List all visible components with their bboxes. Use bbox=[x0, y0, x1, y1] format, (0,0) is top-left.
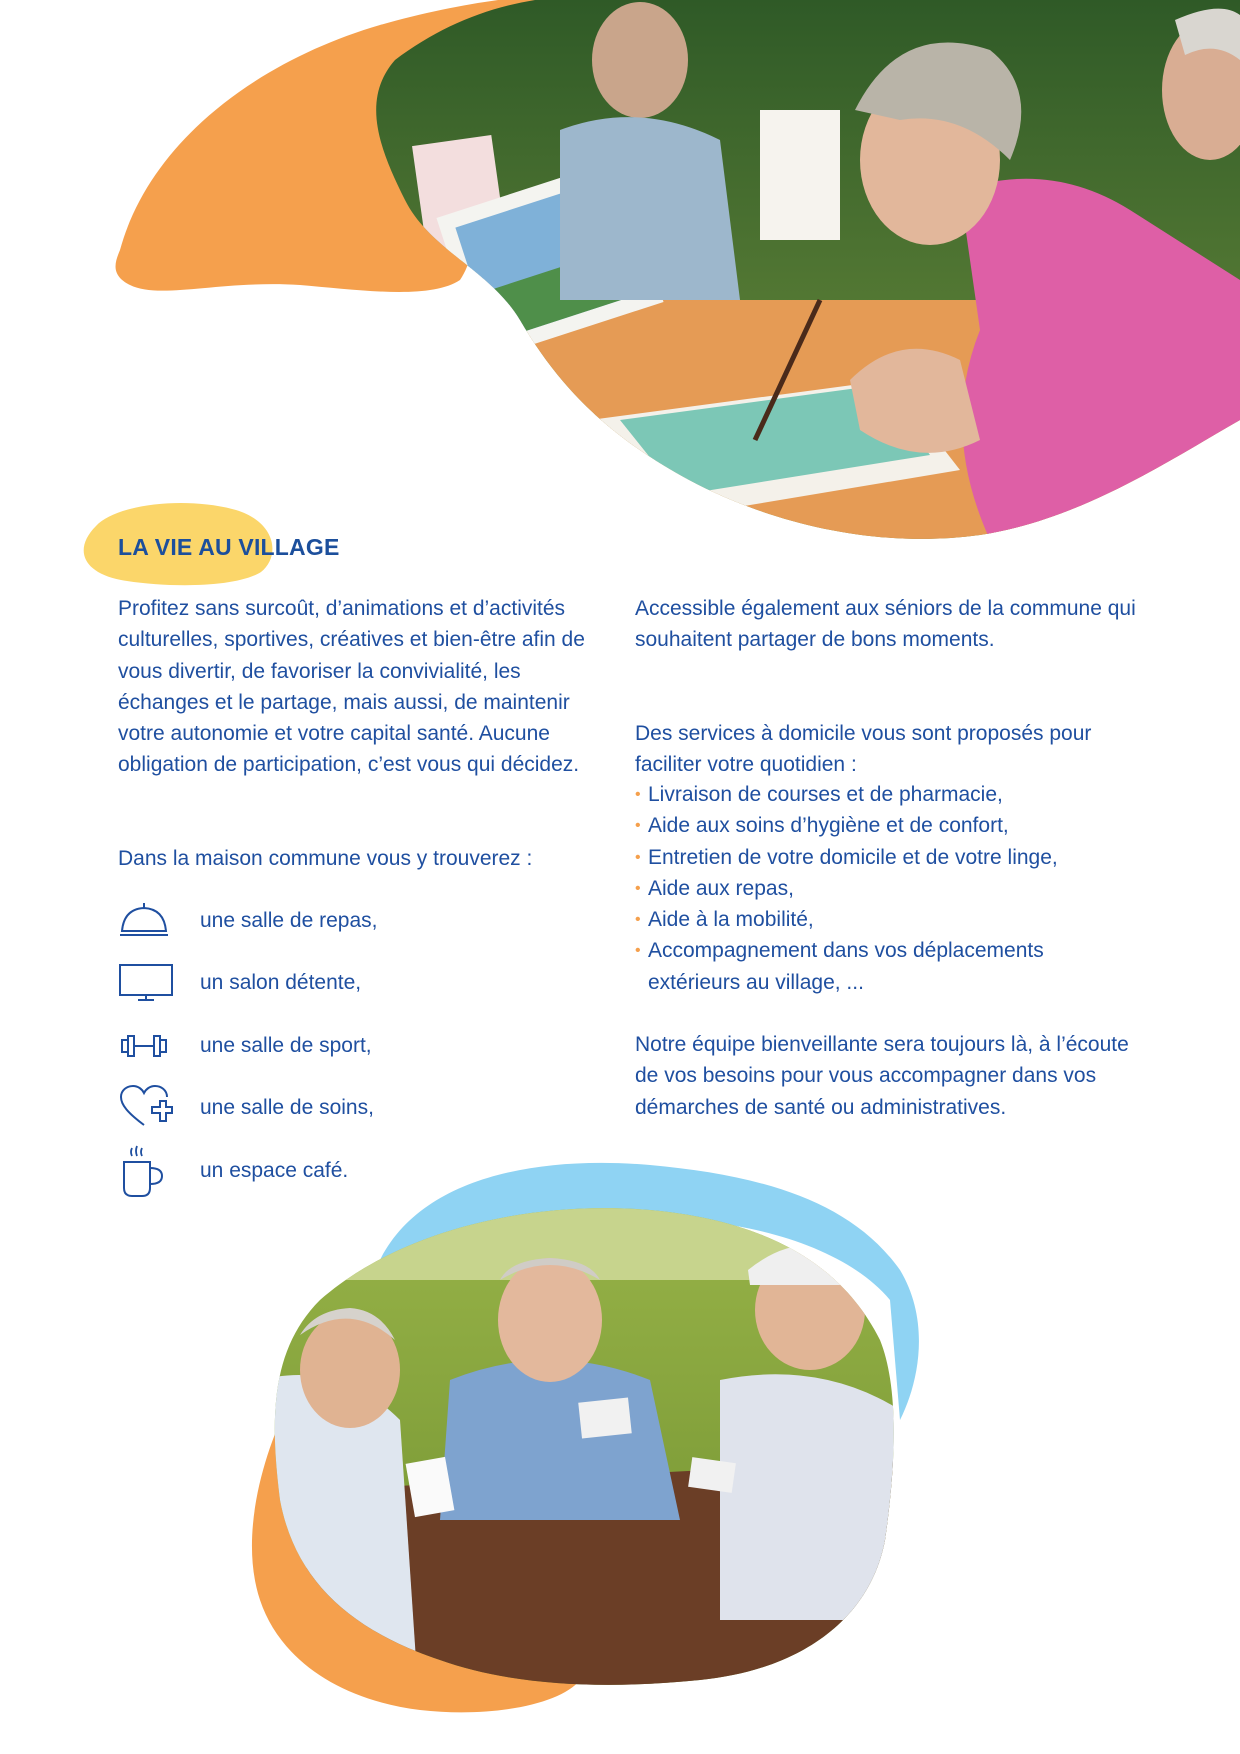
service-item: • Accompagnement dans vos déplacements extérieurs au village, ... bbox=[635, 935, 1118, 998]
amenity-lounge bbox=[118, 959, 538, 1007]
amenity-label: une salle de repas, bbox=[200, 909, 378, 932]
amenity-label: un espace café. bbox=[200, 1159, 349, 1182]
amenity-gym bbox=[118, 1022, 538, 1070]
services-intro: Des services à domicile vous sont proposés pour faciliter votre quotidien : bbox=[635, 722, 1092, 777]
heart-plus-icon bbox=[118, 1085, 176, 1131]
accessible-paragraph: Accessible également aux séniors de la commune qui souhaitent partager de bons moments. bbox=[635, 597, 1136, 652]
team-paragraph: Notre équipe bienveillante sera toujours là, à l’écoute de vos besoins pour vous accompagner dans vos démarches de santé ou administratives. bbox=[635, 1033, 1129, 1119]
amenity-label: une salle de sport, bbox=[200, 1034, 372, 1057]
service-item: • Livraison de courses et de pharmacie, bbox=[635, 779, 1175, 810]
coffee-cup-icon bbox=[118, 1148, 176, 1194]
bottom-photo-composition bbox=[200, 1160, 960, 1720]
amenities-intro: Dans la maison commune vous y trouverez : bbox=[118, 847, 533, 870]
tv-screen-icon bbox=[118, 960, 176, 1006]
services-list bbox=[635, 779, 1175, 998]
amenity-label: un salon détente, bbox=[200, 971, 362, 994]
service-item: • Aide aux soins d’hygiène et de confort, bbox=[635, 810, 1175, 841]
cloche-dish-icon bbox=[118, 898, 176, 944]
service-item: • Aide à la mobilité, bbox=[635, 904, 1175, 935]
dumbbell-icon bbox=[118, 1023, 176, 1069]
service-item: • Aide aux repas, bbox=[635, 873, 1175, 904]
amenity-label: une salle de soins, bbox=[200, 1096, 374, 1119]
section-title: LA VIE AU VILLAGE bbox=[118, 534, 340, 560]
top-photo-composition bbox=[0, 0, 1240, 540]
service-item: • Entretien de votre domicile et de votre linge, bbox=[635, 842, 1175, 873]
amenity-care-room bbox=[118, 1084, 538, 1132]
intro-paragraph: Profitez sans surcoût, d’animations et d’activités culturelles, sportives, créatives et bien-être afin de vous divertir, de favoriser la convivialité, les échanges et le partage, mais aussi, de maintenir votre autonomie et votre capital santé. Aucune obligation de participation, c’est vous qui décidez. bbox=[118, 597, 585, 777]
amenity-dining-room bbox=[118, 897, 538, 945]
